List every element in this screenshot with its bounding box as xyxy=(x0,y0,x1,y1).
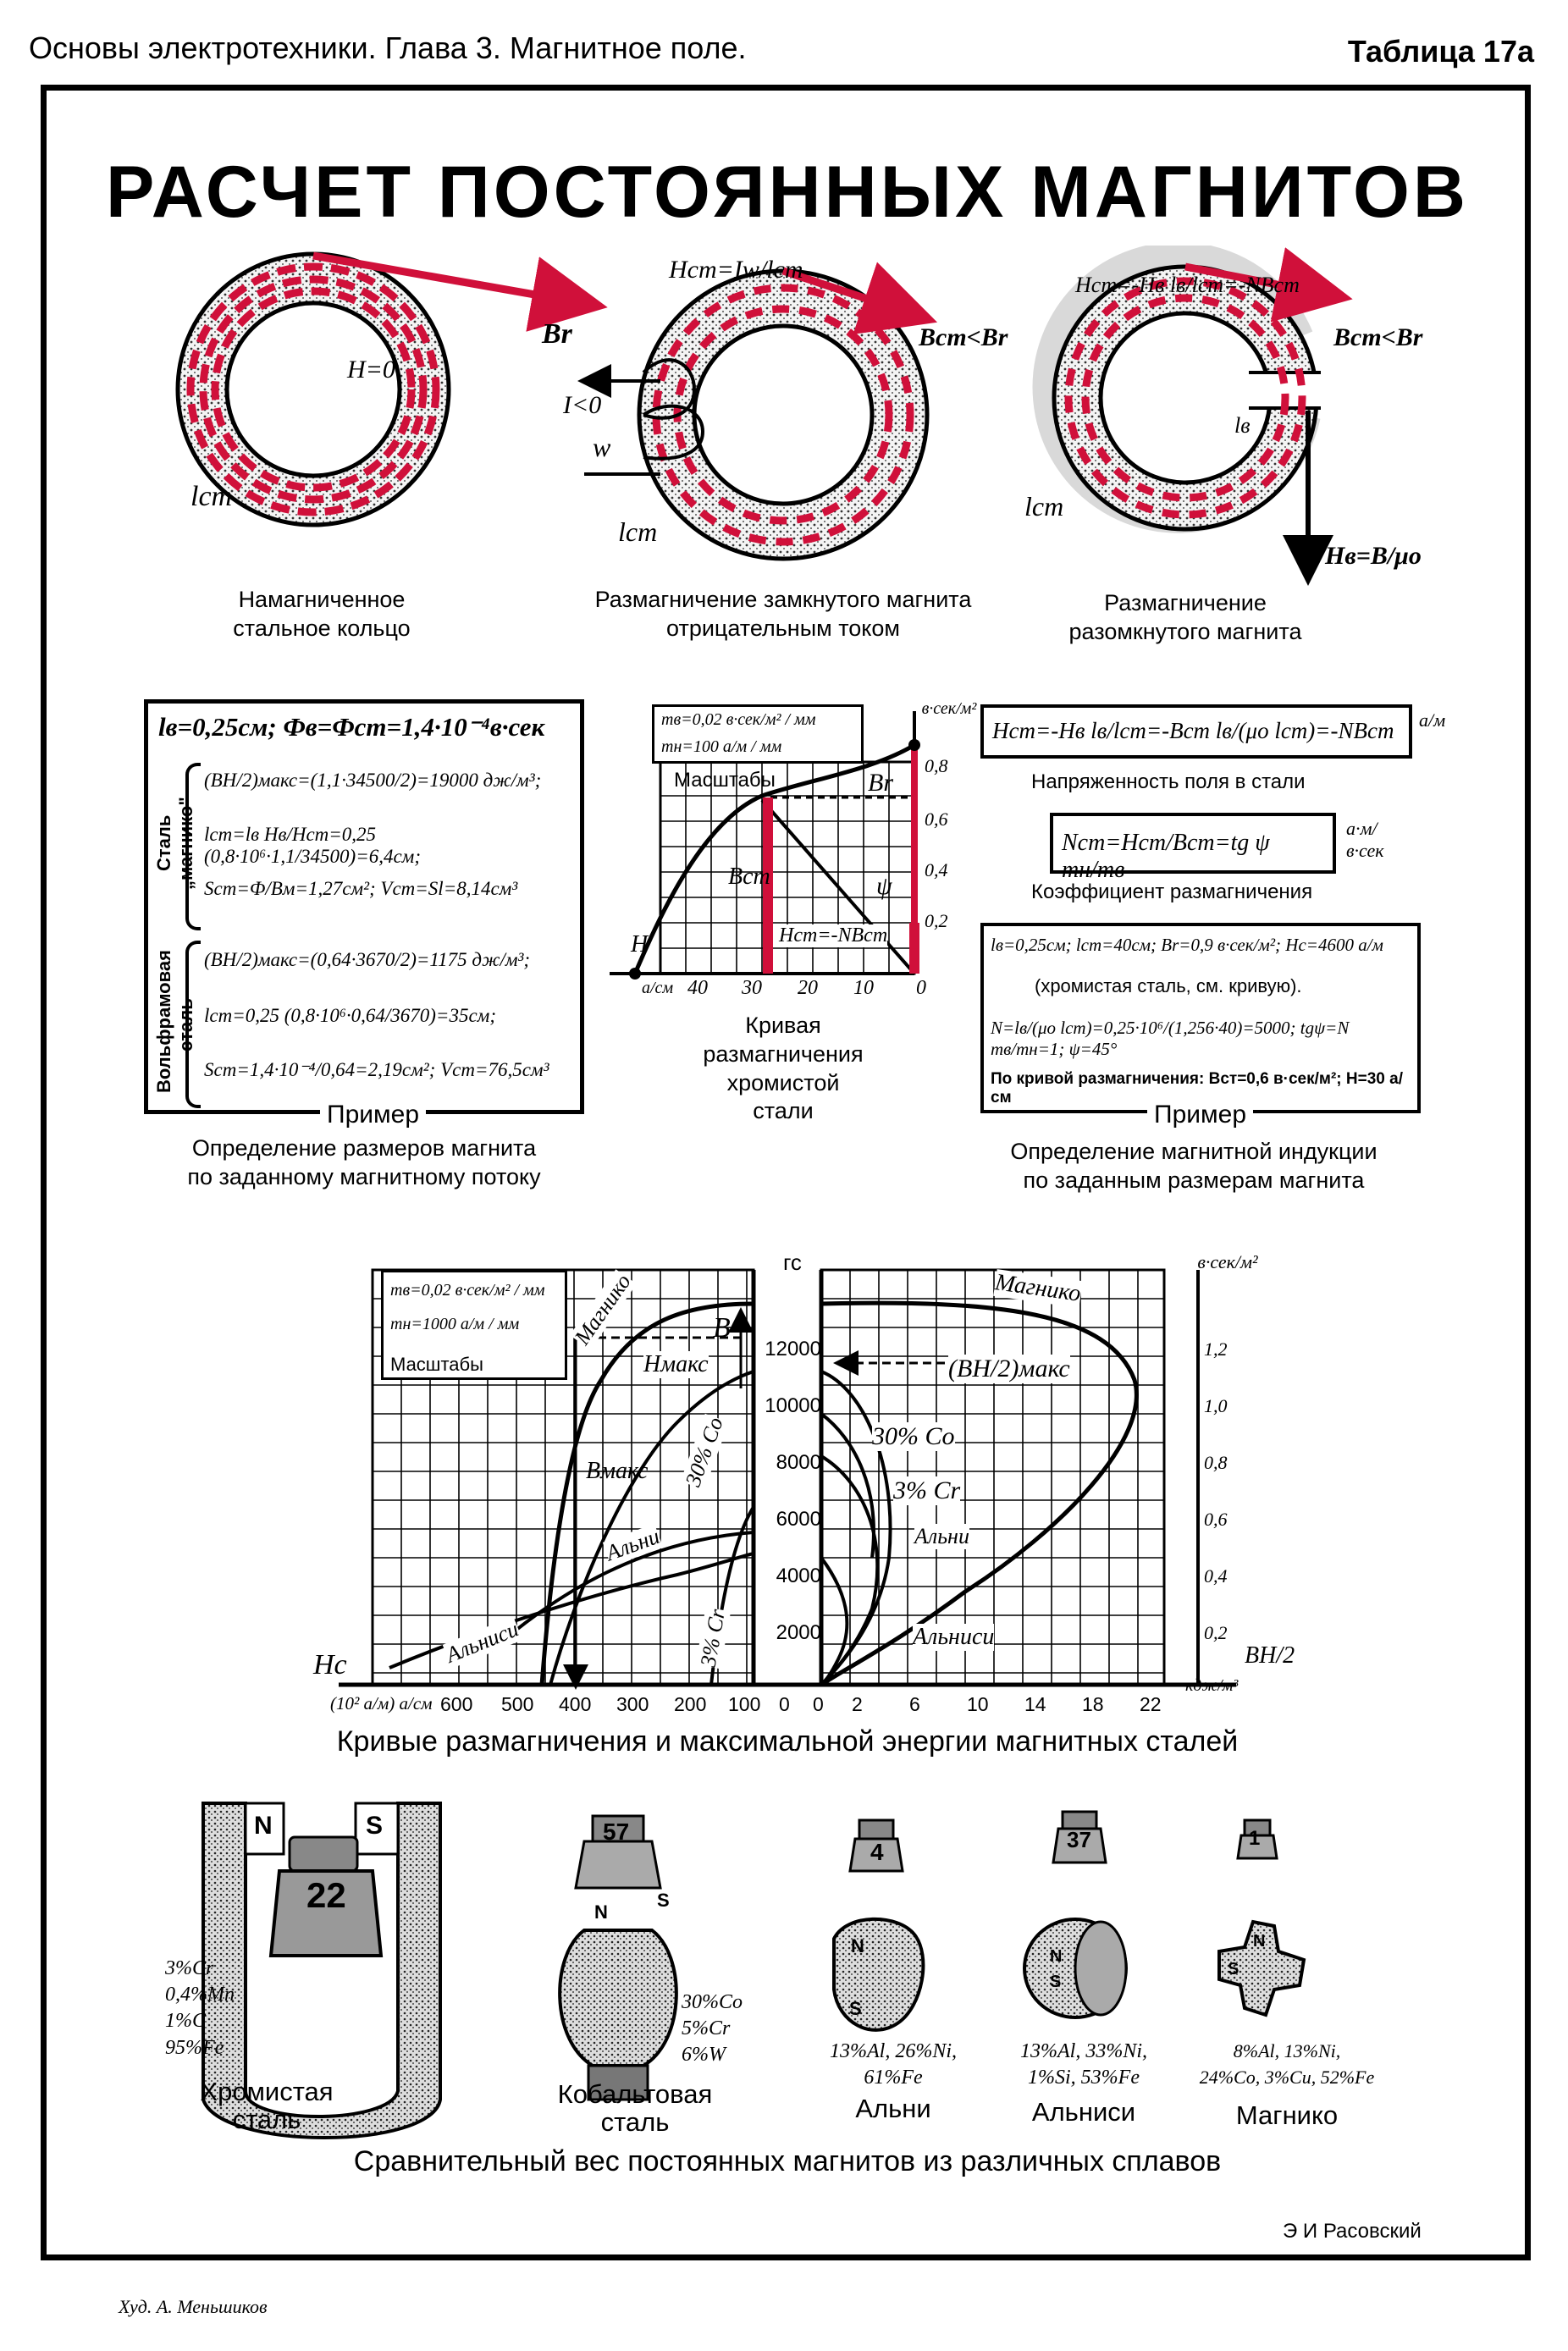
ring2-h-formula: Hст=Iw/lст xyxy=(669,256,803,284)
left-tick: 500 xyxy=(501,1693,534,1715)
gs-tick: 10000 xyxy=(765,1394,821,1417)
magnico-magnet xyxy=(1219,1820,1304,2015)
curve-alnisi-right: Альниси xyxy=(913,1624,995,1650)
weight-1: 1 xyxy=(1249,1827,1261,1850)
pole-s-magnico: S xyxy=(1228,1960,1239,1978)
steel2-line3: Sст=1,4·10⁻⁴/0,64=2,19см²; Vст=76,5см³ xyxy=(204,1059,549,1080)
example2-line3: N=lв/(μo lст)=0,25·10⁶/(1,256·40)=5000; tgψ=N mв/mн=1; ψ=45° xyxy=(991,1018,1350,1059)
big-scale-2: mн=1000 а/м / мм xyxy=(390,1315,520,1333)
y-tick: 0,2 xyxy=(925,910,948,931)
curve-alni-left: Альни xyxy=(602,1523,663,1566)
x-tick: 0 xyxy=(916,977,926,999)
t-tick: 0,2 xyxy=(1204,1622,1228,1643)
steel1-label: Сталь „магнико" xyxy=(153,797,196,890)
example1-box xyxy=(144,699,584,1114)
cobalt-magnet xyxy=(560,1816,676,2100)
middle-x-ticks xyxy=(687,977,933,1002)
ring3-h-formula: Hст=-Hв lв/lст=-NBст xyxy=(1075,273,1300,297)
ring2-l-label: lст xyxy=(618,516,658,547)
curve-alnisi-left: Альниси xyxy=(442,1616,522,1668)
example2-line4: По кривой размагничения: Bст=0,6 в·сек/м²; H=30 а/см xyxy=(991,1070,1403,1107)
composition-chrome: 3%Cr 0,4%Mn 1%C 95%Fe xyxy=(165,1957,235,2059)
brace-left-1 xyxy=(185,763,201,930)
big-scales-label: Масштабы xyxy=(390,1354,483,1375)
middle-scale-1: mв=0,02 в·сек/м² / мм xyxy=(661,710,816,729)
steel2-line2: lст=0,25 (0,8·10⁶·0,64/3670)=35см; xyxy=(204,1005,496,1026)
steel2-label: Вольфрамовая сталь xyxy=(153,950,196,1093)
big-scale-1: mв=0,02 в·сек/м² / мм xyxy=(390,1281,545,1300)
weight-4: 4 xyxy=(870,1839,884,1865)
formula2-caption: Коэффициент размагничения xyxy=(1031,880,1313,903)
table-number: Таблица 17а xyxy=(1347,34,1534,69)
example2-line1: lв=0,25см; lст=40см; Br=0,9 в·сек/м²; Hc=4600 а/м xyxy=(991,935,1383,955)
weight-22: 22 xyxy=(306,1875,346,1915)
middle-hline-label: Hст=-NBст xyxy=(779,924,888,946)
y-tick: 0,6 xyxy=(925,809,948,830)
ring1-l-label: lст xyxy=(190,481,233,512)
big-chart-caption: Кривые размагничения и максимальной энергии магнитных сталей xyxy=(336,1725,1239,1758)
weight-37: 37 xyxy=(1067,1827,1091,1852)
ring3-hv-label: Hв=B/μo xyxy=(1325,542,1422,570)
curve-cr-left: 3% Cr xyxy=(695,1607,731,1669)
name-alnisi: Альниси xyxy=(1031,2097,1136,2127)
steel2-line1: (BH/2)макс=(0,64·3670/2)=1175 дж/м³; xyxy=(204,949,531,970)
x-tick: 30 xyxy=(742,977,762,999)
pole-n-alnisi: N xyxy=(1050,1947,1063,1966)
ring3-l-label: lст xyxy=(1024,491,1064,522)
steel1-line1: (BH/2)макс=(1,1·34500/2)=19000 дж/м³; xyxy=(204,770,542,791)
hc-unit: (10² а/м) а/см xyxy=(330,1693,433,1714)
t-tick: 1,0 xyxy=(1204,1395,1228,1416)
example1-label: Пример xyxy=(320,1101,426,1129)
ring1-b-label: Br xyxy=(542,318,572,350)
right-tick: 18 xyxy=(1082,1693,1104,1715)
ring3-b-label: Bст<Br xyxy=(1333,323,1423,351)
middle-scales-label: Масштабы xyxy=(674,769,776,792)
y-tick: 0,4 xyxy=(925,859,948,880)
formula1-caption: Напряженность поля в стали xyxy=(1031,770,1306,793)
ring2-w-label: w xyxy=(593,432,611,462)
ring2-caption: Размагничение замкнутого магнита отрицательным током xyxy=(594,587,972,641)
t-tick: 0,8 xyxy=(1204,1452,1228,1473)
pole-n-horseshoe: N xyxy=(254,1812,273,1840)
pole-s-alnisi: S xyxy=(1050,1973,1062,1991)
name-magnico: Магнико xyxy=(1235,2100,1339,2130)
name-alni: Альни xyxy=(855,2094,931,2123)
left-tick: 100 xyxy=(728,1693,761,1715)
weight-57: 57 xyxy=(603,1818,630,1845)
pole-s-cobalt: S xyxy=(657,1890,670,1911)
right-tick: 10 xyxy=(967,1693,989,1715)
gs-tick: 6000 xyxy=(776,1508,821,1531)
formula2-box xyxy=(1050,813,1336,883)
middle-h-axis: H xyxy=(631,931,649,958)
curve-magnico-right: Магнико xyxy=(993,1269,1083,1307)
gs-tick: 4000 xyxy=(776,1565,821,1587)
b-axis-label: B xyxy=(713,1312,731,1344)
composition-cobalt: 30%Co 5%Cr 6%W xyxy=(682,1991,743,2067)
magnets-caption: Сравнительный вес постоянных магнитов из различных сплавов xyxy=(353,2145,1222,2177)
example2-box xyxy=(980,923,1421,1113)
hmax-label: Hмакс xyxy=(643,1351,709,1377)
composition-alnisi: 13%Al, 33%Ni, 1%Si, 53%Fe xyxy=(1020,2040,1147,2089)
ring3-caption: Размагничение разомкнутого магнита xyxy=(1068,590,1302,644)
right-tick: 14 xyxy=(1024,1693,1046,1715)
curve-cr-right: 3% Cr xyxy=(893,1476,961,1504)
middle-br-label: Br xyxy=(868,769,893,797)
example2-line2: (хромистая сталь, см. кривую). xyxy=(1035,975,1302,996)
ring1-caption: Намагниченное стальное кольцо xyxy=(233,587,411,641)
big-b-unit: в·сек/м² xyxy=(1197,1251,1258,1272)
left-tick: 200 xyxy=(674,1693,707,1715)
formula1-unit: а/м xyxy=(1419,709,1446,731)
middle-caption: Кривая размагничения хромистой стали xyxy=(703,1013,864,1124)
gs-tick: 12000 xyxy=(765,1338,821,1360)
ring2-i-label: I<0 xyxy=(563,391,602,419)
pole-n-magnico: N xyxy=(1253,1932,1266,1951)
ring-magnetized xyxy=(178,254,593,525)
bh-unit: кдж/м³ xyxy=(1185,1676,1239,1695)
left-tick: 0 xyxy=(779,1693,790,1715)
right-tick: 22 xyxy=(1140,1693,1162,1715)
page-title: РАСЧЕТ ПОСТОЯННЫХ МАГНИТОВ xyxy=(105,152,1470,233)
y-tick: 0,8 xyxy=(925,755,948,776)
curve-co-left: 30% Co xyxy=(680,1414,728,1490)
pole-n-alni: N xyxy=(851,1935,864,1956)
middle-h-unit: а/см xyxy=(642,979,674,997)
big-left-ticks xyxy=(440,1693,790,1719)
bmax-label: Bмакс xyxy=(586,1458,649,1484)
example1-caption: Определение размеров магнита по заданному магнитному потоку xyxy=(187,1135,541,1189)
formula1: Hст=-Hв lв/lст=-Bст lв/(μo lст)=-NBст xyxy=(992,718,1394,743)
t-tick: 0,4 xyxy=(1204,1565,1228,1587)
t-tick: 0,6 xyxy=(1204,1509,1228,1530)
bh-max-label: (BH/2)макс xyxy=(948,1355,1070,1382)
composition-magnico: 8%Al, 13%Ni, 24%Co, 3%Cu, 52%Fe xyxy=(1199,2040,1375,2088)
x-tick: 40 xyxy=(687,977,708,999)
t-ticks xyxy=(1204,1321,1255,1661)
left-tick: 600 xyxy=(440,1693,473,1715)
middle-b-unit: в·сек/м² xyxy=(921,699,977,718)
x-tick: 20 xyxy=(798,977,818,999)
composition-alni: 13%Al, 26%Ni, 61%Fe xyxy=(830,2040,957,2089)
pole-s-alni: S xyxy=(849,1998,862,2019)
gs-tick: 2000 xyxy=(776,1621,821,1644)
name-chrome: Хромистая сталь xyxy=(200,2077,334,2134)
bh-axis-label: BH/2 xyxy=(1245,1642,1295,1669)
ring2-b-label: Bст<Br xyxy=(919,323,1008,351)
steel1-line2: lст=lв Hв/Hст=0,25 (0,8·10⁶·1,1/34500)=6,4см; xyxy=(204,824,422,867)
middle-scales-box xyxy=(652,704,864,764)
big-scales-box xyxy=(381,1270,567,1380)
pole-n-cobalt: N xyxy=(594,1901,608,1923)
example1-line1: lв=0,25см; Фв=Фст=1,4·10⁻⁴в·сек xyxy=(158,712,545,742)
header-title: Основы электротехники. Глава 3. Магнитное поле. xyxy=(29,30,747,65)
pole-s-horseshoe: S xyxy=(366,1812,384,1840)
gs-label: гс xyxy=(783,1250,802,1275)
middle-bst-label: Bст xyxy=(728,864,770,890)
curve-alni-right: Альни xyxy=(914,1524,969,1548)
steel1-line3: Sст=Ф/Bм=1,27см²; Vст=Sl=8,14см³ xyxy=(204,878,518,899)
right-tick: 6 xyxy=(909,1693,920,1715)
ring3-gap-label: lв xyxy=(1234,413,1251,438)
name-cobalt: Кобальтовая сталь xyxy=(557,2079,713,2137)
gs-ticks xyxy=(758,1321,821,1661)
big-right-ticks xyxy=(813,1693,1185,1719)
hc-axis-label: Hc xyxy=(313,1649,347,1680)
artist: Худ. А. Меньшиков xyxy=(119,2296,268,2317)
formula1-box xyxy=(980,704,1412,759)
right-tick: 0 xyxy=(813,1693,824,1715)
formula2-unit: а·м/в·сек xyxy=(1346,818,1384,861)
middle-scale-2: mн=100 а/м / мм xyxy=(661,737,782,756)
example2-caption: Определение магнитной индукции по заданным размерам магнита xyxy=(1010,1139,1378,1193)
example2-label: Пример xyxy=(1147,1101,1253,1129)
right-tick: 2 xyxy=(852,1693,863,1715)
t-tick: 1,2 xyxy=(1204,1338,1228,1360)
ring1-inside-label: H=0 xyxy=(347,356,395,384)
left-tick: 300 xyxy=(616,1693,649,1715)
x-tick: 10 xyxy=(853,977,874,999)
brace-left-2 xyxy=(185,941,201,1108)
curve-magnico-left: Магнико xyxy=(569,1269,636,1349)
middle-psi-label: ψ xyxy=(876,872,892,900)
ring-closed-demagnetized xyxy=(584,271,927,559)
left-tick: 400 xyxy=(559,1693,592,1715)
formula2: Nст=Hст/Bст=tg ψ mн/mв xyxy=(1062,830,1270,883)
curve-co-right: 30% Co xyxy=(872,1422,955,1450)
gs-tick: 8000 xyxy=(776,1451,821,1474)
author: Э И Расовский xyxy=(1283,2220,1422,2243)
ring-open-demagnetized xyxy=(1052,261,1338,576)
